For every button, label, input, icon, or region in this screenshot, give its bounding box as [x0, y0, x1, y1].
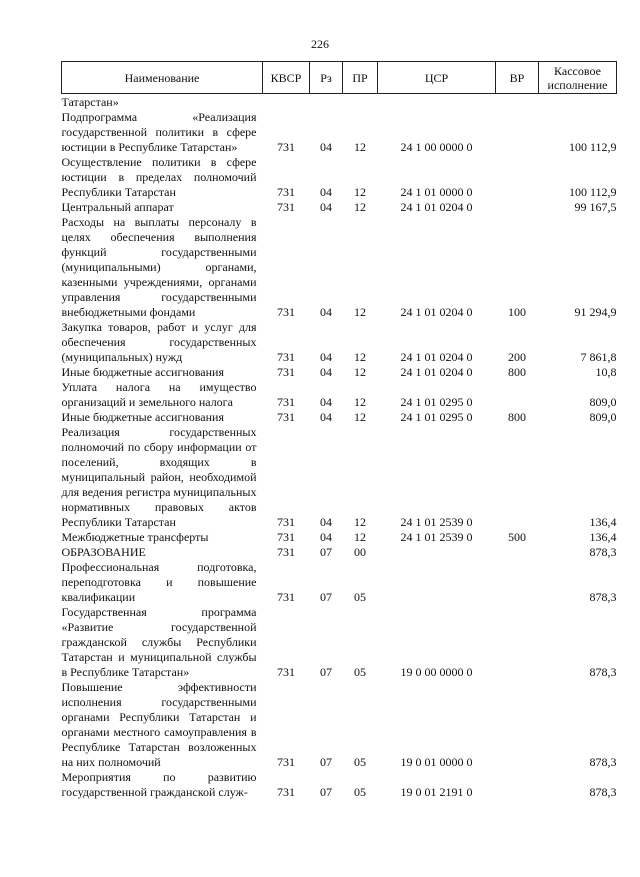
cell-amount: 136,4	[589, 515, 617, 529]
cell-csr: 24 1 01 0204 0	[400, 305, 473, 319]
cell-name: Осуществление политики в сфере юстиции в пределах полномочий Республики Татарстан	[61, 155, 257, 199]
table-row	[62, 155, 617, 200]
cell-amount: 878,3	[589, 755, 617, 769]
cell-amount: 99 167,5	[574, 200, 617, 214]
cell-name: Профессиональная подготовка, переподготовка и повышение квалификации	[61, 560, 257, 604]
header-amount: Кассовое исполнение	[539, 62, 617, 94]
cell-csr: 24 1 01 2539 0	[400, 515, 473, 529]
table-row	[62, 365, 617, 380]
cell-pr: 12	[354, 530, 366, 544]
cell-vr	[496, 110, 539, 155]
header-csr: ЦСР	[378, 62, 496, 94]
cell-kvsr: 731	[277, 410, 295, 424]
cell-rz: 04	[320, 365, 332, 379]
cell-name: Реализация государственных полномочий по сбору информации от поселений, входящих в муниципальный район, необходимой для ведения регистра муниципальных нормативных правовых актов Республики Татарстан	[61, 425, 257, 529]
cell-kvsr: 731	[277, 185, 295, 199]
cell-vr	[496, 94, 539, 111]
cell-name: Иные бюджетные ассигнования	[61, 410, 224, 424]
cell-rz: 04	[320, 530, 332, 544]
cell-rz: 04	[320, 305, 332, 319]
cell-csr: 19 0 01 0000 0	[400, 755, 473, 769]
table-row	[62, 605, 617, 680]
cell-rz: 07	[320, 590, 332, 604]
table-row	[62, 560, 617, 605]
table-row	[62, 680, 617, 770]
cell-vr	[496, 545, 539, 560]
table-row	[62, 410, 617, 425]
cell-kvsr: 731	[277, 785, 295, 799]
table-header-row	[62, 62, 617, 94]
cell-csr	[378, 94, 496, 111]
cell-name: Государственная программа «Развитие государственной гражданской службы Республики Татарстан и муниципальной службы в Республике Татарстан»	[61, 605, 257, 679]
cell-csr: 24 1 00 0000 0	[400, 140, 473, 154]
cell-csr: 19 0 01 2191 0	[400, 785, 473, 799]
cell-kvsr: 731	[277, 305, 295, 319]
cell-vr: 800	[508, 365, 526, 379]
header-pr: ПР	[343, 62, 378, 94]
cell-rz: 07	[320, 665, 332, 679]
cell-name: Повышение эффективности исполнения государственными органами Республики Татарстан и органами местного самоуправления в Республике Татарстан возложенных на них полномочий	[61, 680, 257, 769]
table-row	[62, 530, 617, 545]
cell-pr: 12	[354, 200, 366, 214]
cell-amount: 878,3	[589, 590, 617, 604]
cell-name: Иные бюджетные ассигнования	[61, 365, 224, 379]
cell-pr: 05	[354, 590, 366, 604]
cell-name: Подпрограмма «Реализация государственной политики в сфере юстиции в Республике Татарстан»	[61, 110, 257, 154]
cell-vr	[496, 770, 539, 800]
cell-vr	[496, 560, 539, 605]
cell-kvsr: 731	[277, 590, 295, 604]
cell-amount: 91 294,9	[574, 305, 617, 319]
cell-amount: 878,3	[589, 785, 617, 799]
cell-amount: 809,0	[589, 410, 617, 424]
cell-kvsr: 731	[277, 140, 295, 154]
table-row	[62, 545, 617, 560]
cell-amount	[539, 94, 617, 111]
cell-kvsr: 731	[277, 515, 295, 529]
cell-kvsr: 731	[277, 545, 295, 559]
cell-vr	[496, 680, 539, 770]
cell-rz: 04	[320, 200, 332, 214]
cell-kvsr: 731	[277, 200, 295, 214]
cell-rz: 04	[320, 350, 332, 364]
cell-pr: 12	[354, 395, 366, 409]
budget-table	[61, 61, 617, 800]
header-name: Наименование	[62, 62, 263, 94]
header-kvsr: КВСР	[263, 62, 310, 94]
cell-amount: 878,3	[589, 545, 617, 559]
cell-csr: 24 1 01 0295 0	[400, 410, 473, 424]
page-number: 226	[311, 37, 329, 51]
cell-csr: 19 0 00 0000 0	[400, 665, 473, 679]
cell-name: Закупка товаров, работ и услуг для обеспечения государственных (муниципальных) нужд	[61, 320, 257, 364]
cell-vr	[496, 380, 539, 410]
table-row	[62, 200, 617, 215]
cell-name: Центральный аппарат	[61, 200, 174, 214]
cell-vr	[496, 425, 539, 530]
cell-csr: 24 1 01 0204 0	[400, 200, 473, 214]
cell-rz: 07	[320, 545, 332, 559]
cell-rz	[310, 94, 343, 111]
table-row	[62, 320, 617, 365]
cell-name: Расходы на выплаты персоналу в целях обеспечения выполнения функций государственными (муниципальными) органами, казенными учреждениями, органами управления государственными внебюджетными фондами	[61, 215, 257, 319]
cell-rz: 07	[320, 755, 332, 769]
cell-pr: 12	[354, 365, 366, 379]
cell-csr: 24 1 01 0204 0	[400, 350, 473, 364]
cell-pr: 05	[354, 785, 366, 799]
cell-kvsr: 731	[277, 395, 295, 409]
cell-pr: 05	[354, 755, 366, 769]
table-row	[62, 110, 617, 155]
cell-name: Уплата налога на имущество организаций и земельного налога	[61, 380, 257, 409]
cell-csr: 24 1 01 2539 0	[400, 530, 473, 544]
table-row	[62, 425, 617, 530]
table-row	[62, 215, 617, 320]
cell-kvsr: 731	[277, 755, 295, 769]
cell-pr: 12	[354, 350, 366, 364]
cell-rz: 07	[320, 785, 332, 799]
cell-vr: 500	[508, 530, 526, 544]
cell-kvsr: 731	[277, 350, 295, 364]
cell-csr: 24 1 01 0204 0	[400, 365, 473, 379]
table-row	[62, 94, 617, 111]
cell-amount: 100 112,9	[568, 140, 617, 154]
cell-amount: 878,3	[589, 665, 617, 679]
table-row	[62, 380, 617, 410]
cell-pr: 12	[354, 140, 366, 154]
cell-rz: 04	[320, 410, 332, 424]
cell-csr: 24 1 01 0295 0	[400, 395, 473, 409]
cell-name: Татарстан»	[61, 95, 119, 109]
cell-amount: 136,4	[589, 530, 617, 544]
cell-rz: 04	[320, 515, 332, 529]
cell-kvsr	[263, 94, 310, 111]
cell-name: Межбюджетные трансферты	[61, 530, 209, 544]
cell-kvsr: 731	[277, 665, 295, 679]
cell-pr	[343, 94, 378, 111]
cell-vr	[496, 200, 539, 215]
cell-vr	[496, 155, 539, 200]
cell-rz: 04	[320, 140, 332, 154]
cell-pr: 12	[354, 185, 366, 199]
cell-vr	[496, 605, 539, 680]
cell-csr	[378, 545, 496, 560]
cell-rz: 04	[320, 395, 332, 409]
cell-vr: 200	[508, 350, 526, 364]
cell-amount: 100 112,9	[568, 185, 617, 199]
cell-pr: 12	[354, 410, 366, 424]
cell-kvsr: 731	[277, 365, 295, 379]
cell-pr: 12	[354, 305, 366, 319]
header-vr: ВР	[496, 62, 539, 94]
cell-kvsr: 731	[277, 530, 295, 544]
cell-amount: 10,8	[595, 365, 617, 379]
cell-csr: 24 1 01 0000 0	[400, 185, 473, 199]
cell-amount: 809,0	[589, 395, 617, 409]
cell-csr	[378, 560, 496, 605]
cell-name: Мероприятия по развитию государственной гражданской служ-	[61, 770, 257, 799]
cell-vr: 800	[508, 410, 526, 424]
table-body	[62, 94, 617, 801]
table-row	[62, 770, 617, 800]
cell-vr: 100	[508, 305, 526, 319]
cell-pr: 12	[354, 515, 366, 529]
cell-pr: 00	[354, 545, 366, 559]
cell-amount: 7 861,8	[580, 350, 617, 364]
cell-rz: 04	[320, 185, 332, 199]
cell-name: ОБРАЗОВАНИЕ	[61, 545, 146, 559]
cell-pr: 05	[354, 665, 366, 679]
header-rz: Рз	[310, 62, 343, 94]
